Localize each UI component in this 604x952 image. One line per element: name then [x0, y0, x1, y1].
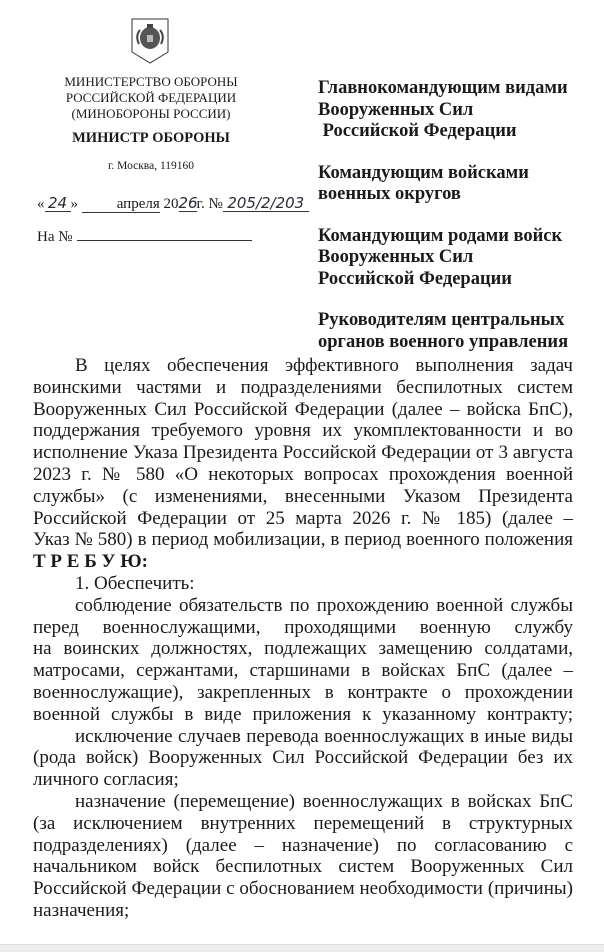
item-heading: 1. Обеспечить: [75, 572, 195, 594]
body-line: Российской Федерации от 25 марта 2026 г. № 185) (далее – [33, 507, 573, 529]
addressee-line: Вооруженных Сил [318, 247, 474, 267]
addressee [318, 310, 568, 353]
addressee-line: органов военного управления [318, 331, 569, 352]
date-line [37, 196, 309, 213]
addressee-line: Главнокомандующим видами [318, 78, 568, 98]
addressee-line: Российской Федерации [318, 268, 512, 289]
org-line: МИНИСТЕРСТВО ОБОРОНЫ [64, 74, 238, 89]
addressee-line: Российской Федерации [318, 121, 517, 141]
quote-open: « [37, 196, 45, 212]
body-line: исполнение Указа Президента Российской Федерации от 3 августа [33, 442, 573, 464]
body-line: воинскими частями и подразделениями беспилотных систем [33, 376, 573, 398]
body-line: военной службы в виде приложения к указанному контракту; [33, 703, 573, 725]
minister-title: МИНИСТР ОБОРОНЫ [72, 130, 230, 146]
body-line: назначение (перемещение) военнослужащих в войсках БпС [75, 790, 573, 812]
body-line: начальником войск беспилотных систем Вооруженных Сил [33, 856, 573, 878]
handwritten-day: 24 [45, 196, 71, 212]
number-label: № [208, 196, 223, 212]
document-body [33, 355, 573, 922]
body-line: Указ № 580) в период мобилизации, в период военного положения [33, 529, 573, 551]
addressee-line: Командующим родами войск [318, 225, 563, 246]
organization-name [40, 74, 262, 122]
body-line: В целях обеспечения эффективного выполнения задач [75, 355, 573, 376]
body-line: Вооруженных Сил Российской Федерации (далее – войска БпС), [33, 398, 573, 420]
body-line: (рода войск) Вооруженных Сил Российской Федерации без их [33, 747, 573, 769]
body-line: подразделениях) (далее – назначение) по согласованию с [33, 834, 573, 856]
month: апреля [82, 197, 160, 213]
org-line: (МИНОБОРОНЫ РОССИИ) [71, 106, 231, 121]
body-line: исключение случаев перевода военнослужащих в иные виды [75, 725, 573, 747]
addressee [318, 226, 568, 291]
addressee [318, 78, 568, 143]
reply-label: На № [37, 229, 73, 245]
body-line: перед военнослужащими, проходящими военную службу [33, 616, 573, 638]
org-line: РОССИЙСКОЙ ФЕДЕРАЦИИ [65, 90, 237, 105]
body-line: военнослужащие), закрепленных в контракте о прохождении [33, 681, 573, 703]
year-prefix: 20 [163, 196, 179, 212]
addressee [318, 163, 568, 206]
body-line: личного согласия; [33, 769, 179, 791]
addressee-line: военных округов [318, 184, 461, 204]
body-line: 2023 г. № 580 «О некоторых вопросах прохождения военной [33, 463, 573, 485]
city-address: г. Москва, 119160 [107, 160, 195, 172]
handwritten-number: 205/2/203 [223, 196, 309, 212]
body-line: Российской Федерации с обоснованием необходимости (причины) [33, 878, 573, 900]
quote-close: » [70, 196, 78, 212]
body-line: поддержания требуемого уровня их укомплектованности и во [33, 420, 573, 442]
reply-blank [77, 228, 252, 241]
handwritten-year: 26 [178, 194, 198, 212]
body-line: службы» (с изменениями, внесенными Указом Президента [33, 485, 573, 507]
demand-heading: Т Р Е Б У Ю: [33, 551, 148, 573]
addressees [318, 78, 568, 373]
addressee-line: Командующим войсками [318, 162, 529, 183]
reply-to-line [37, 228, 252, 246]
body-line: матросами, сержантами, старшинами в войсках БпС (далее – [33, 660, 573, 682]
body-line: (за исключением внутренних перемещений в структурных [33, 812, 573, 834]
year-unit: г. [196, 196, 205, 212]
state-emblem-icon [131, 18, 169, 64]
addressee-line: Вооруженных Сил [318, 99, 474, 120]
body-line: назначения; [33, 899, 130, 921]
body-line: на воинских должностях, подлежащих замещению солдатами, [33, 638, 573, 660]
addressee-line: Руководителям центральных [318, 310, 565, 330]
body-line: соблюдение обязательств по прохождению военной службы [75, 594, 573, 616]
